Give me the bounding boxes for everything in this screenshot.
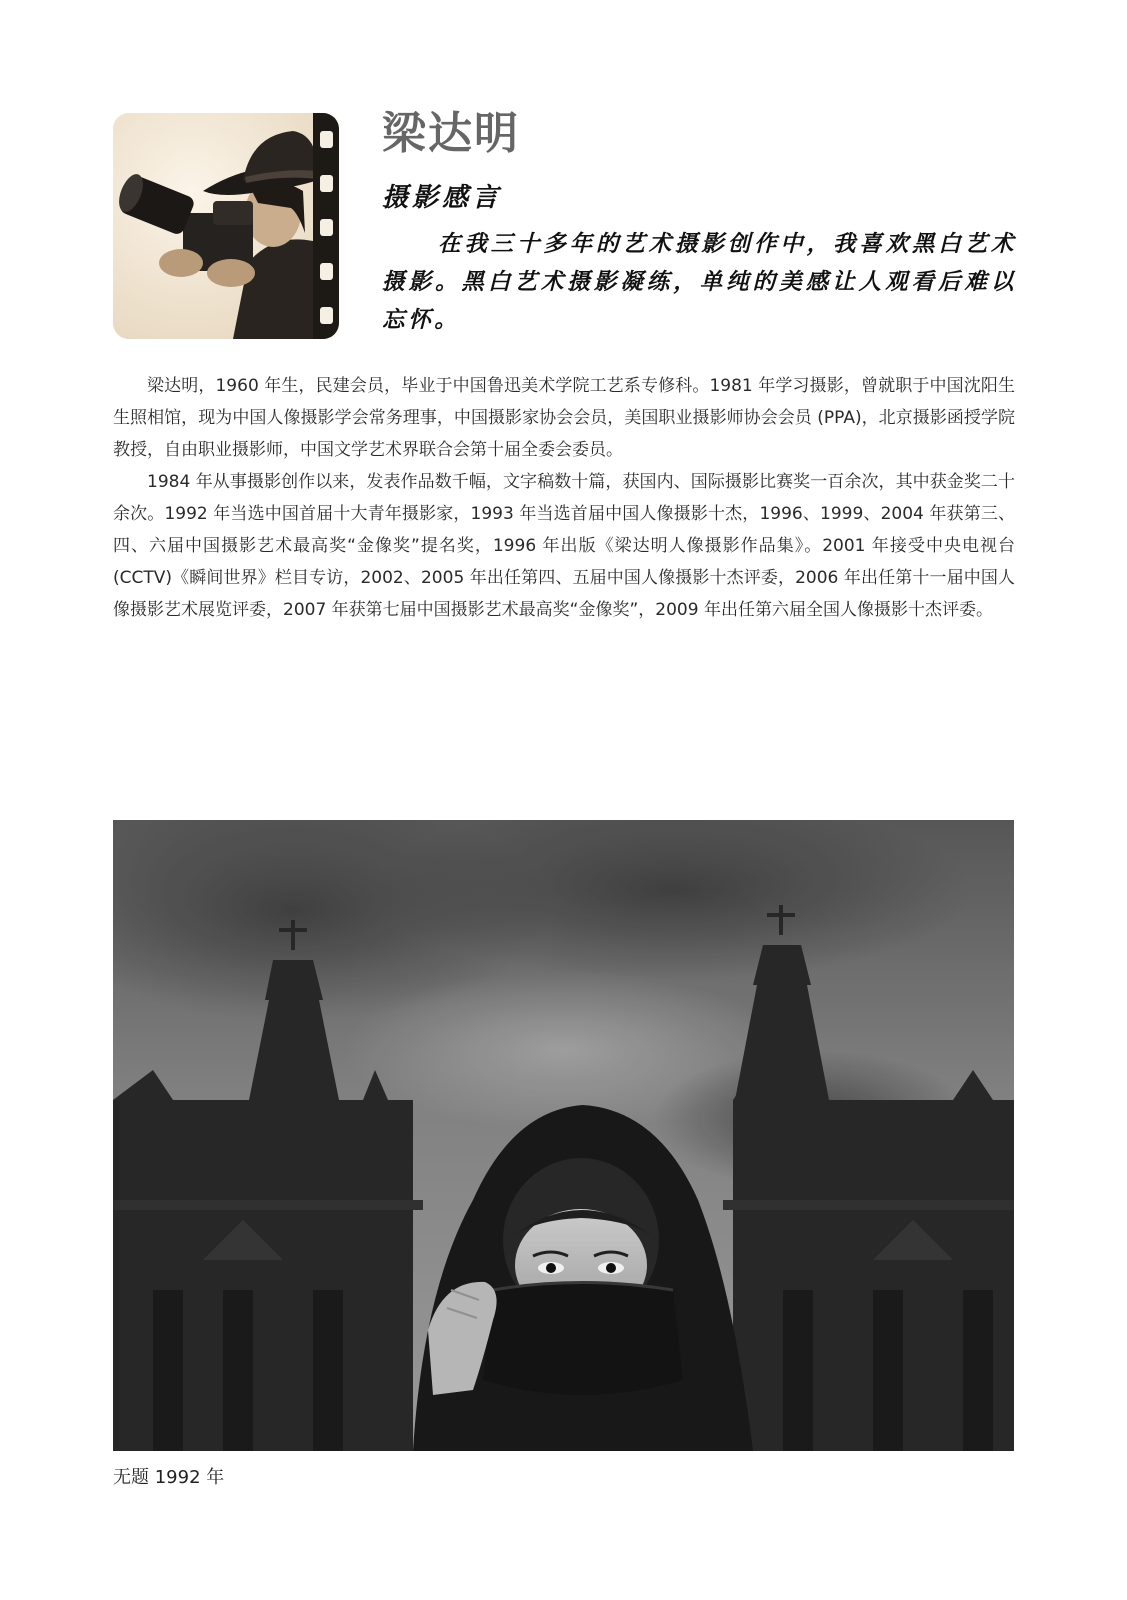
photographer-name: 梁达明 — [382, 108, 520, 159]
featured-photograph — [113, 820, 1014, 1451]
film-hole — [320, 307, 333, 324]
photo-caption: 无题 1992 年 — [113, 1467, 225, 1488]
biography — [113, 370, 1015, 626]
bio-paragraph: 梁达明，1960 年生，民建会员，毕业于中国鲁迅美术学院工艺系专修科。1981 年学习摄影，曾就职于中国沈阳生生照相馆，现为中国人像摄影学会常务理事，中国摄影家协会会员，美国职业摄影师协会会员 (PPA)，北京摄影函授学院教授，自由职业摄影师，中国文学艺术界联合会第十届全委会委员。 — [113, 376, 1015, 460]
photographer-portrait — [113, 113, 339, 339]
photography-quote: 在我三十多年的艺术摄影创作中，我喜欢黑白艺术摄影。黑白艺术摄影凝练，单纯的美感让人观看后难以忘怀。 — [382, 231, 1017, 333]
film-hole — [320, 263, 333, 280]
church-portrait-photo — [113, 820, 1014, 1451]
section-subtitle: 摄影感言 — [382, 183, 503, 213]
bio-paragraph: 1984 年从事摄影创作以来，发表作品数千幅，文字稿数十篇，获国内、国际摄影比赛奖一百余次，其中获金奖二十余次。1992 年当选中国首届十大青年摄影家，1993 年当选首届中国人像摄影十杰，1996、1999、2004 年获第三、四、六届中国摄影艺术最高奖“金像奖”提名奖，1996 年出版《梁达明人像摄影作品集》。2001 年接受中央电视台 (CCTV)《瞬间世界》栏目专访，2002、2005 年出任第四、五届中国人像摄影十杰评委，2006 年出任第十一届中国人像摄影艺术展览评委，2007 年获第七届中国摄影艺术最高奖“金像奖”，2009 年出任第六届全国人像摄影十杰评委。 — [113, 472, 1015, 620]
film-hole — [320, 131, 333, 148]
film-strip — [313, 113, 339, 339]
film-hole — [320, 175, 333, 192]
portrait-photo — [113, 113, 339, 339]
film-hole — [320, 219, 333, 236]
